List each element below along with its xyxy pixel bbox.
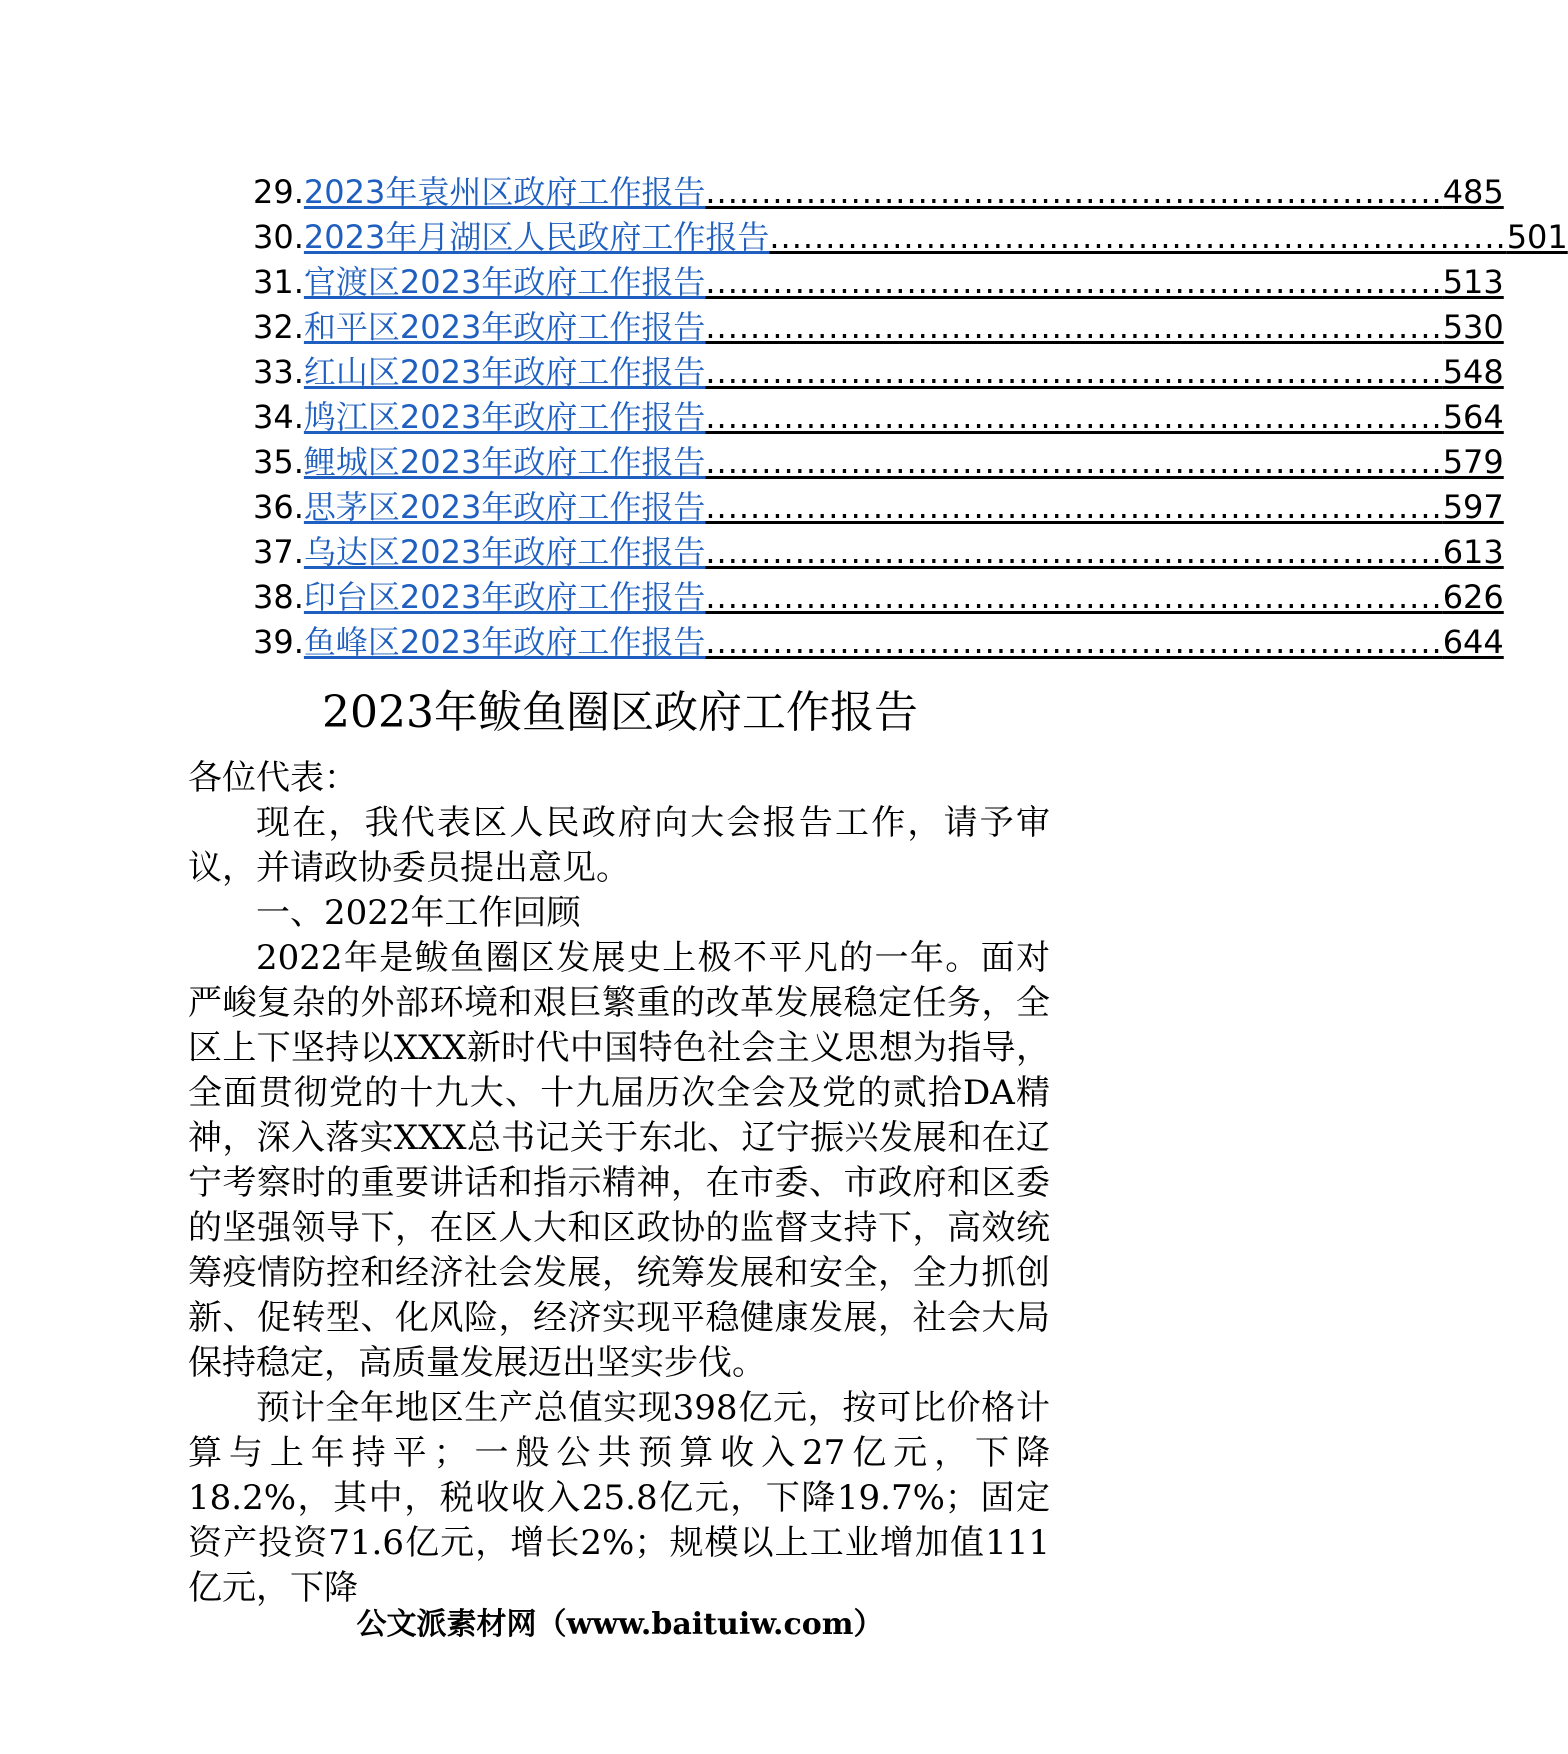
toc-entry[interactable] xyxy=(253,352,1504,397)
toc-number: 37. xyxy=(253,533,304,571)
toc-entry[interactable] xyxy=(253,487,1504,532)
toc-number: 35. xyxy=(253,443,304,481)
toc-leader-dots: .................................................................. xyxy=(705,443,1443,481)
toc-page-number: 626 xyxy=(1442,578,1504,616)
toc-entry[interactable] xyxy=(253,397,1504,442)
toc-entry[interactable] xyxy=(253,217,1568,262)
toc-entry[interactable] xyxy=(253,442,1504,487)
toc-page-number: 613 xyxy=(1442,533,1504,571)
toc-link[interactable]: 思茅区2023年政府工作报告 xyxy=(303,488,706,526)
toc-leader-dots: .................................................................. xyxy=(705,533,1443,571)
toc-leader-dots: .................................................................. xyxy=(705,353,1443,391)
toc-link[interactable]: 鱼峰区2023年政府工作报告 xyxy=(303,623,706,661)
toc-number: 30. xyxy=(253,218,304,256)
toc-number: 38. xyxy=(253,578,304,616)
toc-link[interactable]: 红山区2023年政府工作报告 xyxy=(303,353,706,391)
toc-number: 34. xyxy=(253,398,304,436)
toc-leader-dots: .................................................................. xyxy=(705,263,1443,301)
toc-leader-dots: .................................................................. xyxy=(705,488,1443,526)
toc-page-number: 501 xyxy=(1506,218,1568,256)
toc-entry[interactable] xyxy=(253,172,1504,217)
salutation: 各位代表： xyxy=(188,758,358,798)
toc-number: 36. xyxy=(253,488,304,526)
toc-entry[interactable] xyxy=(253,577,1504,622)
toc-leader-dots: .................................................................. xyxy=(705,398,1443,436)
section-heading: 一、2022年工作回顾 xyxy=(256,893,581,933)
toc-leader-dots: .................................................................. xyxy=(705,623,1443,661)
toc-link[interactable]: 2023年袁州区政府工作报告 xyxy=(303,173,706,211)
toc-number: 31. xyxy=(253,263,304,301)
toc-link[interactable]: 官渡区2023年政府工作报告 xyxy=(303,263,706,301)
toc-number: 33. xyxy=(253,353,304,391)
toc-link[interactable]: 鸠江区2023年政府工作报告 xyxy=(303,398,706,436)
toc-leader-dots: .................................................................. xyxy=(705,173,1443,211)
toc-entry[interactable] xyxy=(253,622,1504,667)
toc-link[interactable]: 鲤城区2023年政府工作报告 xyxy=(303,443,706,481)
document-title: 2023年鲅鱼圈区政府工作报告 xyxy=(322,687,918,738)
paragraph-review: 2022年是鲅鱼圈区发展史上极不平凡的一年。面对严峻复杂的外部环境和艰巨繁重的改革发展稳定任务，全区上下坚持以XXX新时代中国特色社会主义思想为指导，全面贯彻党的十九大、十九届历次全会及党的贰拾DA精神，深入落实XXX总书记关于东北、辽宁振兴发展和在辽宁考察时的重要讲话和指示精神，在市委、市政府和区委的坚强领导下，在区人大和区政协的监督支持下，高效统筹疫情防控和经济社会发展，统筹发展和安全，全力抓创新、促转型、化风险，经济实现平稳健康发展，社会大局保持稳定，高质量发展迈出坚实步伐。 xyxy=(188,938,1050,1383)
toc-page-number: 548 xyxy=(1442,353,1504,391)
document-body xyxy=(188,756,1050,1611)
toc-leader-dots: .................................................................. xyxy=(769,218,1507,256)
toc-entry[interactable] xyxy=(253,307,1504,352)
paragraph-intro: 现在，我代表区人民政府向大会报告工作，请予审议，并请政协委员提出意见。 xyxy=(188,803,1050,888)
table-of-contents xyxy=(253,172,1568,667)
toc-link[interactable]: 和平区2023年政府工作报告 xyxy=(303,308,706,346)
toc-number: 39. xyxy=(253,623,304,661)
toc-page-number: 513 xyxy=(1442,263,1504,301)
paragraph-statistics: 预计全年地区生产总值实现398亿元，按可比价格计算与上年持平；一般公共预算收入27亿元，下降18.2%，其中，税收收入25.8亿元，下降19.7%；固定资产投资71.6亿元，增长2%；规模以上工业增加值111亿元，下降 xyxy=(188,1388,1050,1608)
toc-number: 29. xyxy=(253,173,304,211)
toc-page-number: 485 xyxy=(1442,173,1504,211)
toc-page-number: 579 xyxy=(1442,443,1504,481)
page-footer: 公文派素材网（www.baituiw.com） xyxy=(356,1607,884,1642)
toc-link[interactable]: 2023年月湖区人民政府工作报告 xyxy=(303,218,770,256)
toc-leader-dots: .................................................................. xyxy=(705,578,1443,616)
toc-page-number: 564 xyxy=(1442,398,1504,436)
toc-number: 32. xyxy=(253,308,304,346)
toc-entry[interactable] xyxy=(253,262,1504,307)
toc-page-number: 597 xyxy=(1442,488,1504,526)
toc-link[interactable]: 印台区2023年政府工作报告 xyxy=(303,578,706,616)
toc-page-number: 644 xyxy=(1442,623,1504,661)
toc-leader-dots: .................................................................. xyxy=(705,308,1443,346)
toc-page-number: 530 xyxy=(1442,308,1504,346)
toc-entry[interactable] xyxy=(253,532,1504,577)
toc-link[interactable]: 乌达区2023年政府工作报告 xyxy=(303,533,706,571)
